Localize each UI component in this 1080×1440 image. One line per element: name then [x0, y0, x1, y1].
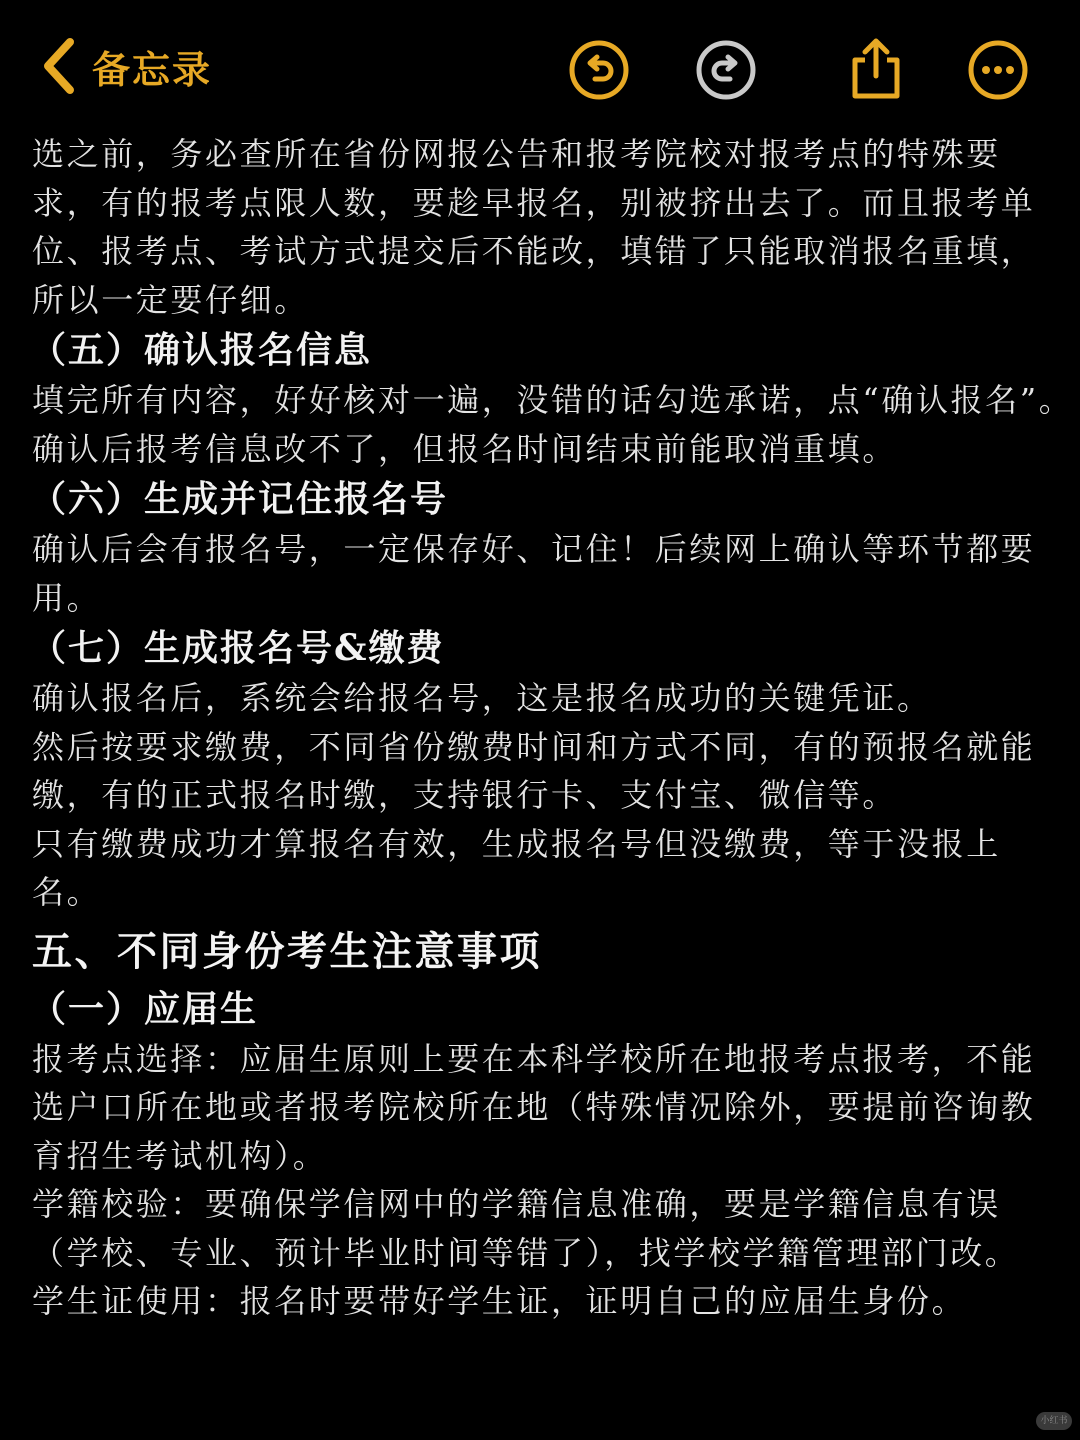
share-icon	[843, 36, 909, 102]
section-heading-7: （七）生成报名号&缴费	[30, 627, 445, 669]
note-line: 育招生考试机构）。	[32, 1136, 328, 1175]
note-body[interactable]	[30, 130, 1074, 1326]
undo-button[interactable]	[567, 38, 631, 102]
note-line: 只有缴费成功才算报名有效，生成报名号但没缴费，等于没报上	[32, 824, 1001, 863]
note-line: 缴，有的正式报名时缴，支持银行卡、支付宝、微信等。	[32, 776, 898, 814]
note-line: 所以一定要仔细。	[32, 280, 309, 319]
redo-button[interactable]	[694, 38, 758, 102]
note-line: 然后按要求缴费，不同省份缴费时间和方式不同，有的预报名就能	[32, 727, 1036, 766]
chevron-left-icon	[38, 36, 78, 96]
share-button[interactable]	[843, 36, 909, 102]
note-line: 名。	[32, 873, 102, 911]
section-heading-6: （六）生成并记住报名号	[30, 478, 449, 520]
undo-icon	[567, 38, 631, 102]
note-line: 选户口所在地或者报考院校所在地（特殊情况除外，要提前咨询教	[32, 1088, 1036, 1126]
note-line: 选之前，务必查所在省份网报公告和报考院校对报考点的特殊要	[32, 135, 1001, 173]
section-heading-5: （五）确认报名信息	[30, 329, 373, 371]
back-button-label: 备忘录	[92, 47, 213, 92]
note-line: 学生证使用：报名时要带好学生证，证明自己的应届生身份。	[32, 1282, 967, 1320]
more-icon	[966, 38, 1030, 102]
toolbar	[0, 0, 1080, 132]
part-heading-5: 五、不同身份考生注意事项	[32, 927, 542, 975]
subsection-heading-1: （一）应届生	[30, 987, 259, 1030]
watermark-logo: 小红书	[1036, 1412, 1072, 1430]
redo-icon	[694, 38, 758, 102]
note-line: 确认报名后，系统会给报名号，这是报名成功的关键凭证。	[32, 679, 932, 717]
note-line: （学校、专业、预计毕业时间等错了），找学校学籍管理部门改。	[32, 1233, 1020, 1272]
more-button[interactable]	[966, 38, 1030, 102]
note-line: 确认后会有报名号，一定保存好、记住！后续网上确认等环节都要	[32, 530, 1036, 568]
note-line: 求，有的报考点限人数，要趁早报名，别被挤出去了。而且报考单	[32, 183, 1036, 222]
note-line: 填完所有内容，好好核对一遍，没错的话勾选承诺，点“确认报名”。	[32, 381, 1074, 419]
note-line: 报考点选择：应届生原则上要在本科学校所在地报考点报考，不能	[32, 1039, 1036, 1078]
note-line: 学籍校验：要确保学信网中的学籍信息准确，要是学籍信息有误	[32, 1185, 1001, 1223]
note-line: 位、报考点、考试方式提交后不能改，填错了只能取消报名重填，	[32, 232, 1036, 270]
back-button[interactable]	[38, 30, 212, 102]
note-line: 用。	[32, 578, 102, 617]
note-line: 确认后报考信息改不了，但报名时间结束前能取消重填。	[32, 429, 898, 468]
